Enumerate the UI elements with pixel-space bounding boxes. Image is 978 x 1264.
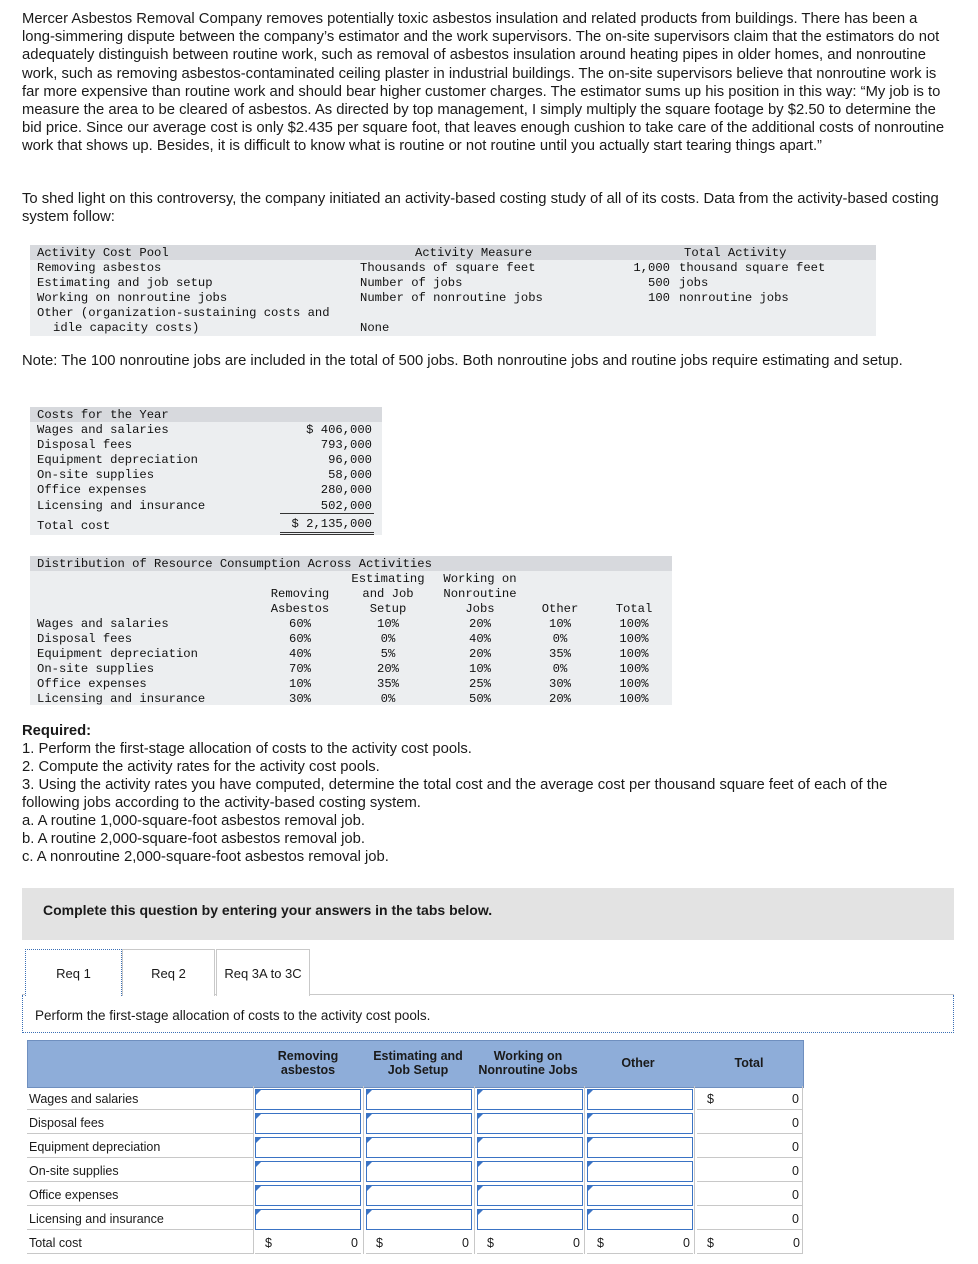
currency-symbol: $ — [707, 1236, 714, 1250]
dist-col-estimating-2: and Job — [362, 587, 414, 601]
currency-symbol: $ — [487, 1236, 494, 1250]
currency-symbol: $ — [597, 1236, 604, 1250]
intro-paragraph: Mercer Asbestos Removal Company removes potentially toxic asbestos insulation and related products from buildings. There has been a long-simmering dispute between the company’s estimator and the work supervisors. The on-site supervisors claim that the estimators do not adequately distinguish between routine work, such as removal of asbestos insulation around heating pipes in older homes, and nonroutine work, such as removing asbestos-contaminated ceiling plaster in industrial buildings. The on-site supervisors believe that nonroutine work is far more expensive than routine work and should bear higher customer charges. The estimator sums up his position in this way: “My job is to measure the area to be cleared of asbestos. As directed by top management, I simply multiply the square footage by $2.50 to determine the bid price. Since our average cost is only $2.435 per square foot, that leaves enough cushion to take care of the additional costs of nonroutine work that shows up. Besides, it is difficult to know what is routine or not routine until you actually start tearing things apart.” — [22, 11, 945, 155]
dist-col-other: Other — [541, 602, 579, 616]
dist-cell: 100% — [619, 692, 649, 706]
tab-req-1[interactable]: Req 1 — [25, 949, 122, 996]
allocation-input[interactable] — [477, 1209, 583, 1230]
dist-title: Distribution of Resource Consumption Across Activities — [37, 557, 432, 571]
allocation-input[interactable] — [587, 1137, 693, 1158]
grid-line — [474, 1086, 475, 1254]
costs-total-rule — [280, 513, 374, 514]
cost-label: Disposal fees — [37, 438, 133, 452]
answer-row-label: On-site supplies — [27, 1160, 253, 1182]
col-other: Other — [621, 1056, 655, 1070]
total-cost-cell — [477, 1232, 583, 1254]
row-total-value: 0 — [792, 1212, 799, 1226]
dist-cell: 10% — [289, 677, 311, 691]
dist-cell: 20% — [469, 647, 491, 661]
dist-cell: 25% — [469, 677, 491, 691]
allocation-input[interactable] — [366, 1161, 472, 1182]
cost-label: On-site supplies — [37, 468, 155, 482]
grid-line — [802, 1086, 803, 1254]
row-total-value: 0 — [792, 1164, 799, 1178]
dist-col-working-3: Jobs — [465, 602, 495, 616]
activity-header-total: Total Activity — [684, 246, 787, 260]
dist-cell: 35% — [377, 677, 399, 691]
row-total-cell — [697, 1112, 802, 1134]
dist-cell: 20% — [549, 692, 571, 706]
grid-line — [584, 1086, 585, 1254]
dist-row-label: Disposal fees — [37, 632, 133, 646]
cost-total-label: Total cost — [37, 519, 111, 533]
dist-cell: 30% — [549, 677, 571, 691]
dist-cell: 0% — [380, 632, 396, 646]
allocation-input[interactable] — [366, 1113, 472, 1134]
allocation-input[interactable] — [366, 1137, 472, 1158]
total-cost-value: 0 — [573, 1236, 580, 1250]
allocation-input[interactable] — [366, 1185, 472, 1206]
allocation-input[interactable] — [255, 1137, 361, 1158]
dist-cell: 35% — [549, 647, 571, 661]
total-cost-label: Total cost — [27, 1232, 253, 1254]
grid-line — [694, 1086, 695, 1254]
row-total-value: 0 — [792, 1092, 799, 1106]
instructions-text: Complete this question by entering your answers in the tabs below. — [43, 902, 493, 918]
required-item: a. A routine 1,000-square-foot asbestos removal job. — [22, 813, 366, 829]
activity-measure: Number of jobs — [360, 276, 463, 290]
cost-value: 96,000 — [328, 453, 372, 467]
activity-header-measure: Activity Measure — [415, 246, 533, 260]
dist-cell: 100% — [619, 617, 649, 631]
activity-measure: Number of nonroutine jobs — [360, 291, 543, 305]
grid-line — [363, 1086, 364, 1254]
total-cost-value: 0 — [793, 1236, 800, 1250]
row-total-cell — [697, 1088, 802, 1110]
cost-value: 502,000 — [320, 499, 372, 513]
row-total-value: 0 — [792, 1188, 799, 1202]
col-working-nonroutine: Working on Nonroutine Jobs — [478, 1049, 578, 1077]
cost-value: 58,000 — [328, 468, 372, 482]
allocation-input[interactable] — [255, 1113, 361, 1134]
total-cost-cell — [697, 1232, 803, 1254]
dist-cell: 100% — [619, 647, 649, 661]
cost-value: 793,000 — [320, 438, 372, 452]
dist-cell: 100% — [619, 662, 649, 676]
dist-row-label: Licensing and insurance — [37, 692, 206, 706]
dist-row-label: Office expenses — [37, 677, 147, 691]
currency-symbol: $ — [376, 1236, 383, 1250]
cost-total-value: $ 2,135,000 — [291, 517, 372, 531]
activity-unit: nonroutine jobs — [679, 291, 789, 305]
total-cost-value: 0 — [351, 1236, 358, 1250]
activity-header-pool: Activity Cost Pool — [37, 246, 169, 260]
allocation-input[interactable] — [587, 1161, 693, 1182]
instructions-banner — [22, 888, 954, 940]
dist-cell: 60% — [289, 617, 311, 631]
dist-row-label: On-site supplies — [37, 662, 155, 676]
allocation-input[interactable] — [587, 1185, 693, 1206]
allocation-input[interactable] — [255, 1161, 361, 1182]
grid-line — [253, 1086, 254, 1254]
dist-col-working-2: Nonroutine — [443, 587, 517, 601]
dist-col-working: Working on — [443, 572, 517, 586]
costs-header: Costs for the Year — [37, 408, 169, 422]
answer-row-label: Wages and salaries — [27, 1088, 253, 1110]
activity-pool: Working on nonroutine jobs — [37, 291, 228, 305]
activity-unit: thousand square feet — [679, 261, 826, 275]
dist-cell: 70% — [289, 662, 311, 676]
required-item: 1. Perform the first-stage allocation of costs to the activity cost pools. — [22, 741, 472, 757]
answer-row-label: Equipment depreciation — [27, 1136, 253, 1158]
dist-cell: 0% — [552, 632, 568, 646]
dist-cell: 0% — [380, 692, 396, 706]
tab-instruction: Perform the first-stage allocation of costs to the activity cost pools. — [35, 1008, 431, 1023]
dist-cell: 10% — [469, 662, 491, 676]
dist-cell: 10% — [549, 617, 571, 631]
dist-cell: 10% — [377, 617, 399, 631]
dist-cell: 60% — [289, 632, 311, 646]
total-cost-cell — [587, 1232, 693, 1254]
dist-col-removing-2: Asbestos — [270, 602, 330, 616]
activity-measure: Thousands of square feet — [360, 261, 536, 275]
dist-col-estimating-3: Setup — [369, 602, 407, 616]
col-total: Total — [734, 1056, 764, 1070]
allocation-input[interactable] — [587, 1089, 693, 1110]
activity-pool: Removing asbestos — [37, 261, 162, 275]
allocation-input[interactable] — [477, 1089, 583, 1110]
dist-cell: 20% — [377, 662, 399, 676]
cost-label: Licensing and insurance — [37, 499, 206, 513]
note-paragraph: Note: The 100 nonroutine jobs are included in the total of 500 jobs. Both nonroutine jobs and routine jobs require estimating and setup. — [22, 353, 903, 369]
activity-qty: 100 — [648, 291, 670, 305]
allocation-input[interactable] — [366, 1089, 472, 1110]
allocation-input[interactable] — [255, 1089, 361, 1110]
activity-pool: Estimating and job setup — [37, 276, 213, 290]
tab-req-3a-3c[interactable]: Req 3A to 3C — [216, 949, 310, 996]
answer-row-label: Office expenses — [27, 1184, 253, 1206]
required-item: 2. Compute the activity rates for the activity cost pools. — [22, 759, 380, 775]
dist-cell: 30% — [289, 692, 311, 706]
dist-cell: 40% — [289, 647, 311, 661]
activity-pool-other: Other (organization-sustaining costs and — [37, 306, 330, 320]
dist-cell: 50% — [469, 692, 491, 706]
row-total-value: 0 — [792, 1140, 799, 1154]
row-total-cell — [697, 1208, 802, 1230]
allocation-input[interactable] — [587, 1209, 693, 1230]
dist-cell: 0% — [552, 662, 568, 676]
required-item: following jobs according to the activity-based costing system. — [22, 795, 421, 811]
allocation-input[interactable] — [477, 1137, 583, 1158]
activity-qty: 1,000 — [633, 261, 670, 275]
cost-label: Wages and salaries — [37, 423, 169, 437]
dist-cell: 40% — [469, 632, 491, 646]
cost-label: Office expenses — [37, 483, 147, 497]
dist-cell: 5% — [380, 647, 396, 661]
required-heading: Required: — [22, 723, 92, 739]
cost-label: Equipment depreciation — [37, 453, 198, 467]
required-item: c. A nonroutine 2,000-square-foot asbestos removal job. — [22, 849, 389, 865]
activity-measure-none: None — [360, 321, 390, 335]
col-removing-asbestos: Removing asbestos — [277, 1049, 339, 1077]
allocation-input[interactable] — [477, 1185, 583, 1206]
answer-row-label: Disposal fees — [27, 1112, 253, 1134]
allocation-input[interactable] — [366, 1209, 472, 1230]
row-total-value: 0 — [792, 1116, 799, 1130]
dist-cell: 100% — [619, 677, 649, 691]
total-cost-cell — [255, 1232, 361, 1254]
total-cost-value: 0 — [683, 1236, 690, 1250]
intro-paragraph-2: To shed light on this controversy, the company initiated an activity-based costing study of all of its costs. Data from the activity-based costing system follow: — [22, 191, 939, 226]
col-estimating-job-setup: Estimating and Job Setup — [373, 1049, 463, 1077]
currency-symbol: $ — [265, 1236, 272, 1250]
activity-unit: jobs — [679, 276, 709, 290]
total-cost-value: 0 — [462, 1236, 469, 1250]
dist-row-label: Equipment depreciation — [37, 647, 198, 661]
dist-cell: 100% — [619, 632, 649, 646]
activity-qty: 500 — [648, 276, 670, 290]
allocation-input[interactable] — [587, 1113, 693, 1134]
tab-req-2[interactable]: Req 2 — [122, 949, 215, 996]
row-total-cell — [697, 1160, 802, 1182]
required-item: 3. Using the activity rates you have computed, determine the total cost and the average cost per thousand square feet of each of the — [22, 777, 888, 793]
required-item: b. A routine 2,000-square-foot asbestos removal job. — [22, 831, 366, 847]
cost-value: $ 406,000 — [306, 423, 372, 437]
costs-total-double-rule — [280, 532, 374, 535]
activity-pool-other-2: idle capacity costs) — [53, 321, 200, 335]
row-total-cell — [697, 1184, 802, 1206]
answer-row-label: Licensing and insurance — [27, 1208, 253, 1230]
dist-col-removing: Removing — [270, 587, 330, 601]
cost-value: 280,000 — [320, 483, 372, 497]
dist-col-total: Total — [615, 602, 653, 616]
allocation-input[interactable] — [477, 1161, 583, 1182]
dist-cell: 20% — [469, 617, 491, 631]
total-cost-cell — [366, 1232, 472, 1254]
allocation-input[interactable] — [477, 1113, 583, 1134]
allocation-input[interactable] — [255, 1209, 361, 1230]
allocation-input[interactable] — [255, 1185, 361, 1206]
currency-symbol: $ — [707, 1092, 714, 1106]
dist-col-estimating: Estimating — [351, 572, 425, 586]
row-total-cell — [697, 1136, 802, 1158]
dist-row-label: Wages and salaries — [37, 617, 169, 631]
